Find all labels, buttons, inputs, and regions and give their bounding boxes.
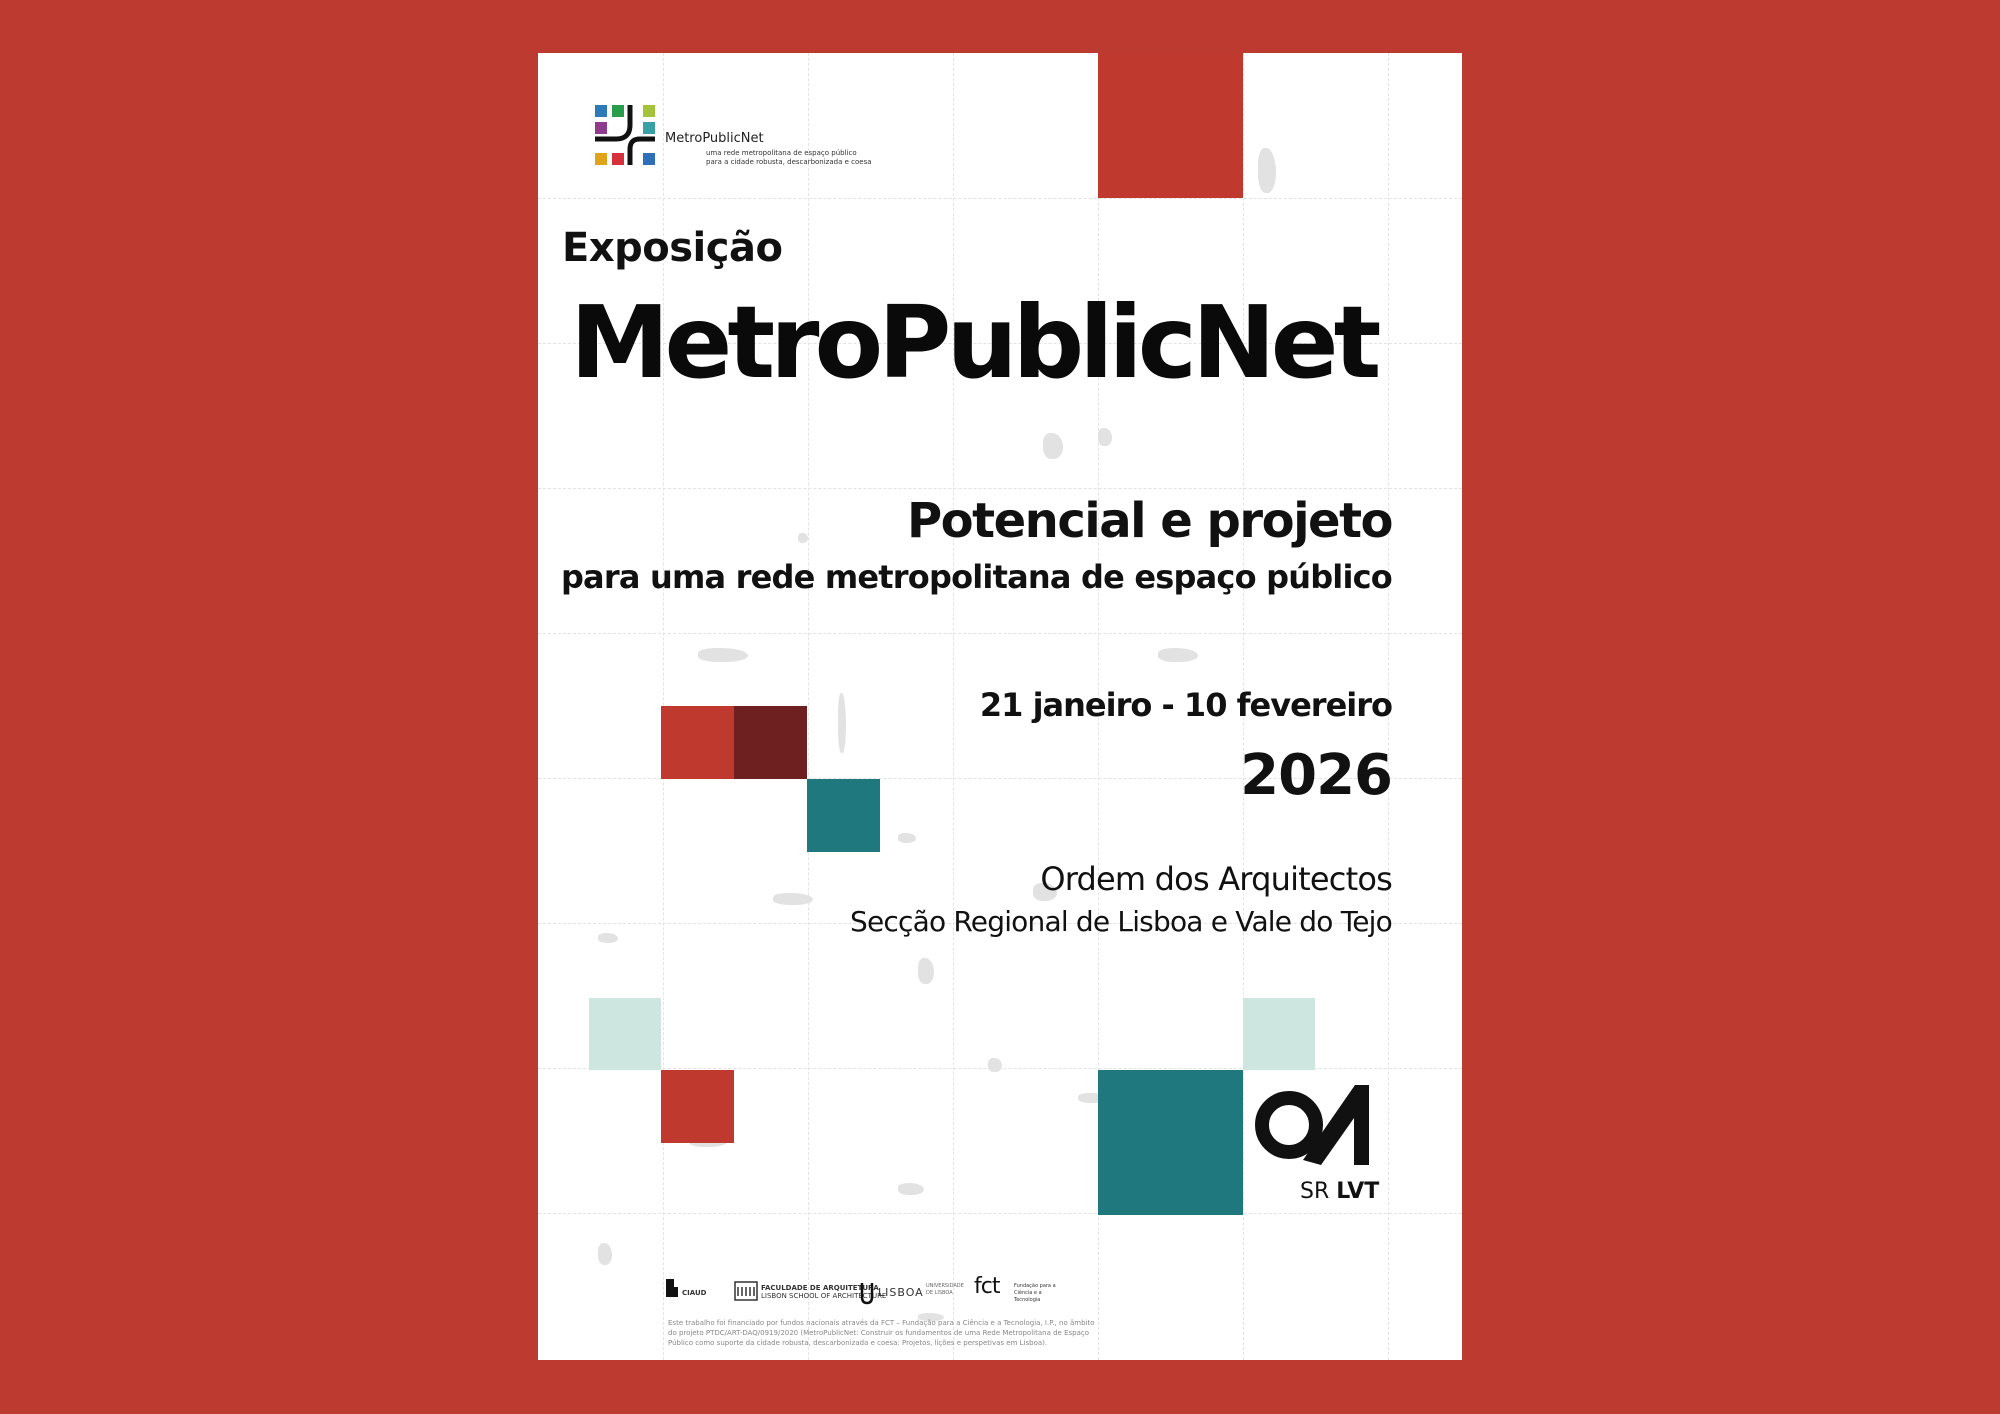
ordem-arquitectos-logo-icon <box>1255 1080 1380 1170</box>
partner-ciaud: CIAUD <box>682 1289 707 1297</box>
map-shape <box>598 1243 612 1265</box>
oa-logo-text <box>1300 1179 1379 1204</box>
partner-fct-sub: Fundação para a Ciência e a Tecnologia <box>1014 1283 1056 1303</box>
map-shape <box>898 1183 924 1195</box>
grid-line <box>953 53 954 1360</box>
map-shape <box>988 1058 1002 1072</box>
mint-square <box>589 998 661 1070</box>
grid-line <box>538 633 1462 634</box>
map-shape <box>1158 648 1198 662</box>
map-shape <box>918 958 934 984</box>
map-shape <box>698 648 748 662</box>
grid-line <box>538 198 1462 199</box>
partner-ulisboa-sub: UNIVERSIDADE DE LISBOA <box>926 1283 964 1296</box>
ulisboa-logo-icon <box>860 1281 874 1305</box>
logo-tagline-line: uma rede metropolitana de espaço público <box>706 149 857 157</box>
exhibition-year: 2026 <box>1240 743 1392 808</box>
red-square <box>661 706 734 779</box>
organizer-section: Secção Regional de Lisboa e Vale do Tejo <box>850 905 1392 938</box>
funding-note: Este trabalho foi financiado por fundos nacionais através da FCT – Fundação para a Ciência e a Tecnologia, I.P., no âmbito do projeto PTDC/ART-DAQ/0919/2020 (MetroPublicNet: Construir os fundamentos de uma Rede Metropolitana de Espaço Público como suporte da cidade robusta, descarbonizada e coesa: Projetos, lições e perspetivas em Lisboa). <box>668 1319 1095 1347</box>
logo-name: MetroPublicNet <box>665 131 764 146</box>
dark-red-square <box>734 706 807 779</box>
oa-logo-bold: LVT <box>1336 1179 1380 1204</box>
poster <box>538 53 1462 1360</box>
map-shape <box>838 693 846 753</box>
logo-tagline-line: para a cidade robusta, descarbonizada e coesa <box>706 158 872 166</box>
ciaud-logo-icon <box>664 1277 680 1299</box>
map-shape <box>773 893 813 905</box>
grid-line <box>538 1213 1462 1214</box>
metropublicnet-logo-icon <box>595 105 655 165</box>
grid-line <box>538 488 1462 489</box>
logo-tagline <box>706 149 872 167</box>
subtitle-main: Potencial e projeto <box>907 493 1392 549</box>
map-shape <box>1098 428 1112 446</box>
subtitle-secondary: para uma rede metropolitana de espaço público <box>560 558 1392 596</box>
partner-fa-sub: LISBON SCHOOL OF ARCHITECTURE <box>761 1292 887 1300</box>
partner-fct: fct <box>974 1274 1000 1299</box>
partner-ulisboa: LISBOA <box>878 1286 924 1299</box>
partner-fa: FACULDADE DE ARQUITETURA <box>761 1284 879 1292</box>
teal-square <box>807 779 880 852</box>
map-shape <box>1258 148 1276 193</box>
mint-square <box>1243 998 1315 1070</box>
map-shape <box>598 933 618 943</box>
page-title: MetroPublicNet <box>570 284 1377 401</box>
map-shape <box>1043 433 1063 459</box>
map-shape <box>898 833 916 843</box>
teal-large-square <box>1098 1070 1243 1215</box>
exhibition-dates: 21 janeiro - 10 fevereiro <box>979 686 1392 724</box>
red-square <box>661 1070 734 1143</box>
red-square <box>1098 53 1243 198</box>
map-shape <box>798 533 808 543</box>
grid-line <box>808 53 809 1360</box>
organizer-name: Ordem dos Arquitectos <box>1040 860 1392 898</box>
faculty-logo-icon <box>734 1281 758 1301</box>
oa-logo-prefix: SR <box>1300 1179 1330 1204</box>
kicker: Exposição <box>562 225 783 271</box>
